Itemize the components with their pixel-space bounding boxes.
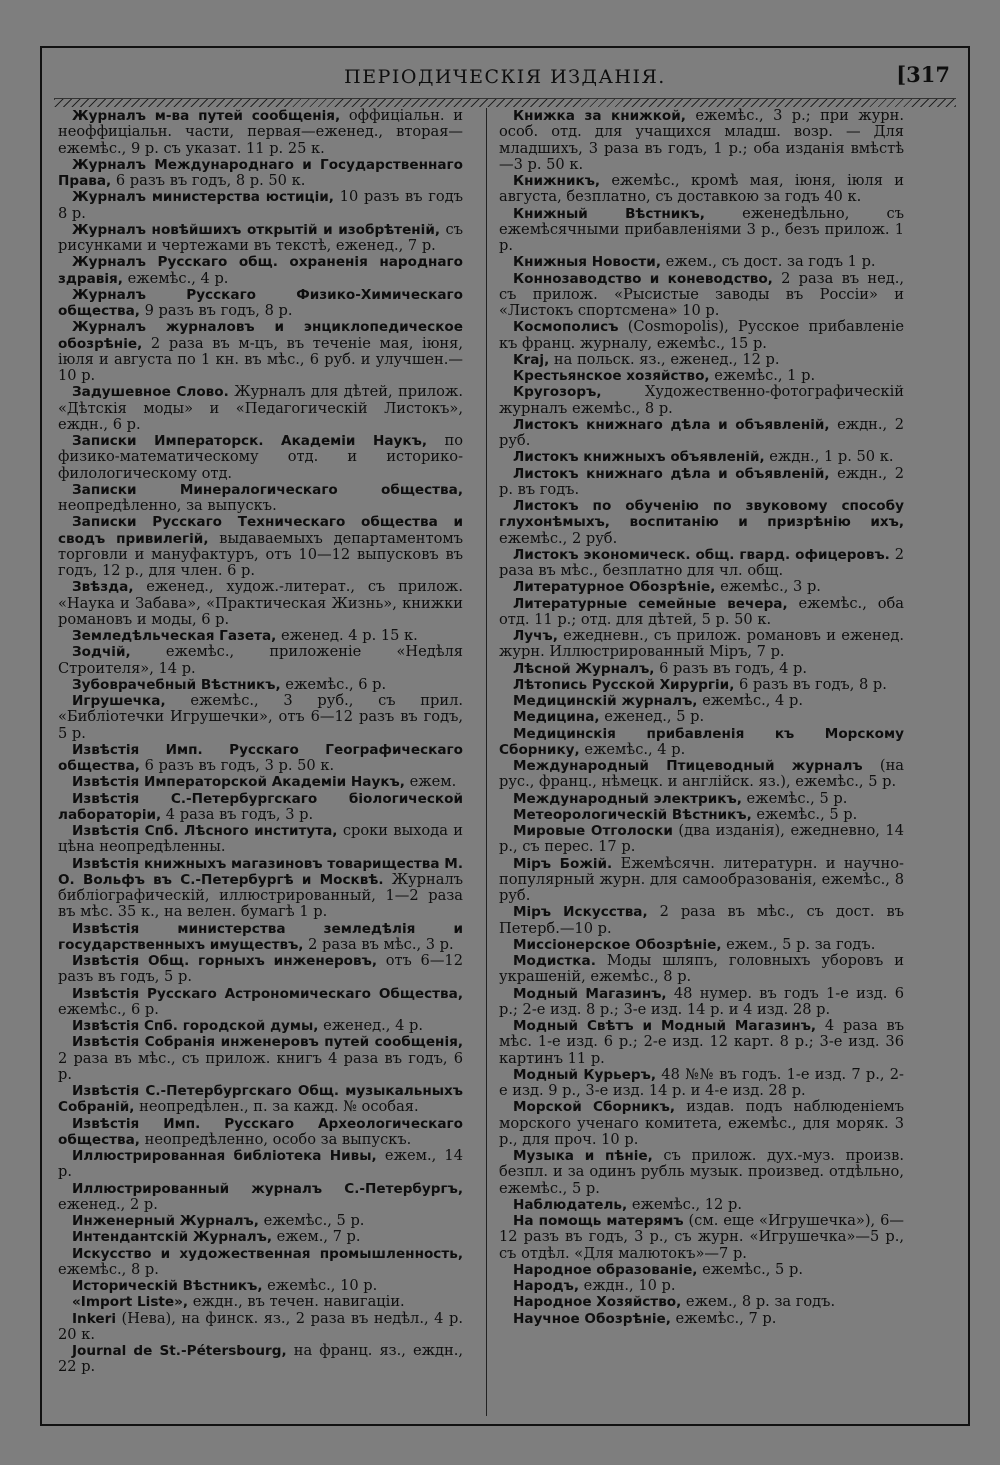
periodical-entry [499,709,904,725]
periodical-details: еженед., 5 р. [599,708,705,726]
periodical-title: Интендантскій Журналъ, [72,1229,273,1246]
periodical-title: Листокъ по обученію по звуковому способу глухонѣмыхъ, воспитанію и призрѣнію ихъ, [499,498,904,531]
periodical-title: Листокъ книжнаго дѣла и объявленій, [513,416,830,433]
periodical-title: Журналъ новѣйшихъ открытій и изобрѣтеній, [72,221,441,238]
periodical-title: Историческій Вѣстникъ, [72,1278,263,1294]
periodical-entry [58,287,463,320]
periodical-title: Иллюстрированная библіотека Нивы, [72,1148,377,1164]
page-number: [317 [896,62,950,87]
periodical-title: Извѣстія Имп. Русскаго Географическаго общества, [58,741,463,774]
periodical-entry [58,157,463,190]
periodical-title: Международный Птицеводный журналъ [513,758,863,774]
periodical-title: Лѣсной Журналъ, [513,660,655,677]
periodical-details: Журналъ для дѣтей, прилож. «Дѣтскія моды» и «Педагогическій Листокъ», еждн., 6 р. [58,383,463,433]
periodical-entry [499,596,904,629]
column-divider [486,108,487,1416]
periodical-details: 2 раза въ мѣс., безплатно для чл. общ. [499,545,904,579]
periodical-title: Извѣстія Собранія инженеровъ путей сообщенія, [72,1034,463,1051]
periodical-details: еженедѣльно, съ ежемѣсячными прибавленіями 3 р., безъ прилож. 1 р. [499,204,905,254]
periodical-title: Международный электрикъ, [513,790,742,807]
periodical-entry [58,628,463,644]
periodical-entry [499,1278,904,1294]
periodical-entry [499,726,904,759]
periodical-details: ежемѣс., 7 р. [670,1309,777,1327]
periodical-title: Народъ, [513,1278,579,1294]
periodical-entry [499,449,904,465]
periodical-title: Иллюстрированный журналъ С.-Петербургъ, [72,1180,463,1197]
periodical-entry [58,1034,463,1083]
periodical-details: еждн., 2 руб. [499,415,904,449]
periodical-details: 10 разъ въ годъ 8 р. [58,188,463,222]
periodical-title: Лѣтопись Русской Хирургіи, [513,676,735,693]
periodical-title: Журналъ м-ва путей сообщенія, [72,108,341,124]
periodical-title: Inkeri [72,1310,116,1327]
periodical-title: Метеорологическій Вѣстникъ, [513,806,752,823]
periodical-details: 4 раза въ мѣс. 1-е изд. 6 р.; 2-е изд. 12 карт. 8 р.; 3-е изд. 36 картинъ 11 р. [499,1017,905,1067]
periodical-details: ежемѣс., 6 р. [280,675,387,693]
periodical-title: Извѣстія Императорской Академіи Наукъ, [72,774,405,791]
periodical-title: Журналъ Русскаго Физико-Химическаго общества, [58,286,463,319]
periodical-details: 6 разъ въ годъ, 8 р. [734,675,887,693]
header-ornament-rule [54,98,956,107]
periodical-details: 2 раза въ м-цъ, въ теченіе мая, іюня, іюля и августа по 1 кн. въ мѣс., 6 руб. и улучшен.—10 р. [58,334,463,384]
periodical-title: Записки Императорск. Академіи Наукъ, [72,433,428,449]
periodical-title: На помощь матерямъ [513,1213,684,1229]
periodical-entry [58,693,463,742]
periodical-title: Книжный Вѣстникъ, [513,205,705,222]
periodical-entry [499,823,904,856]
periodical-details: 2 раза въ нед., съ прилож. «Рысистые заводы въ Россіи» и «Листокъ спортсмена» 10 р. [499,269,904,319]
periodical-details: 6 разъ въ годъ, 4 р. [654,659,807,677]
periodical-title: Музыка и пѣніе, [513,1148,653,1164]
periodical-details: выдаваемыхъ департаментомъ торговли и мануфактуръ, отъ 10—12 выпусковъ въ годъ, 12 р., для член. 6 р. [58,529,463,579]
periodical-title: Извѣстія Общ. горныхъ инженеровъ, [72,953,377,969]
periodical-title: Листокъ книжныхъ объявленій, [513,449,765,466]
periodical-entry [499,693,904,709]
periodical-title: Звѣзда, [72,579,134,596]
periodical-title: Журналъ Международнаго и Государственнаго Права, [58,156,463,189]
periodical-entry [499,1311,904,1327]
periodical-title: Литературные семейные вечера, [513,595,788,612]
periodical-title: Журналъ министерства юстиціи, [72,189,334,206]
periodical-entry [499,352,904,368]
periodical-entry [58,514,463,579]
left-column [58,108,463,1376]
periodical-title: Записки Русскаго Техническаго общества и сводъ привилегій, [58,514,463,547]
periodical-details: отъ 6—12 разъ въ годъ, 5 р. [58,952,463,986]
periodical-details: 4 раза въ годъ, 3 р. [161,805,314,823]
periodical-details: (на рус., франц., нѣмецк. и англійск. яз.), ежемѣс., 5 р. [499,757,905,791]
periodical-entry [58,856,463,921]
periodical-entry [499,677,904,693]
periodical-details: 48 нумер. въ годъ 1-е изд. 6 р.; 2-е изд. 8 р.; 3-е изд. 14 р. и 4 изд. 28 р. [499,984,904,1018]
periodical-title: Медицина, [513,709,600,726]
periodical-entry [499,1067,904,1100]
periodical-details: 2 раза въ мѣс., съ дост. въ Петерб.—10 р. [499,903,904,937]
periodical-details: ежем. [404,773,457,791]
periodical-title: Записки Минералогическаго общества, [72,481,463,498]
periodical-entry [499,791,904,807]
periodical-details: 9 разъ въ годъ, 8 р. [139,302,293,319]
periodical-entry [58,953,463,986]
periodical-entry [58,644,463,677]
periodical-title: Медицинскія прибавленія къ Морскому Сборнику, [499,725,904,758]
periodical-details: неопредѣленно, за выпускъ. [58,497,277,514]
periodical-details: 2 раза въ мѣс., 3 р. [303,935,454,953]
periodical-details: ежемѣс., 5 р. [697,1260,803,1278]
periodical-title: Научное Обозрѣніе, [513,1310,671,1327]
periodical-title: Коннозаводство и коневодство, [513,270,773,287]
periodical-entry [499,807,904,823]
periodical-entry [58,791,463,824]
periodical-entry [499,498,904,547]
periodical-entry [58,319,463,384]
periodical-entry [499,173,904,206]
periodical-details: еженед., 2 р. [58,1195,158,1213]
periodical-entry [499,254,904,270]
periodical-details: (см. еще «Игрушечка»), 6—12 разъ въ годъ, 3 р., съ журн. «Игрушечка»—5 р., съ отдѣл. «Для малютокъ»—7 р. [499,1212,904,1262]
periodical-entry [58,579,463,628]
periodical-title: Міръ Божій. [513,855,613,872]
periodical-title: Извѣстія Спб. городской думы, [72,1018,319,1034]
periodical-entry [58,433,463,482]
periodical-entry [499,271,904,320]
periodical-title: Наблюдатель, [513,1196,628,1213]
periodical-entry [58,1229,463,1245]
periodical-details: ежемѣс., 3 р.; при журн. особ. отд. для учащихся младш. возр. — Для младшихъ, 3 раза въ годъ, 1 р.; оба изданія вмѣстѣ—3 р. 50 к. [499,107,904,173]
periodical-title: Миссіонерское Обозрѣніе, [513,936,722,953]
periodical-entry [58,1116,463,1149]
periodical-title: Мировые Отголоски [513,823,673,839]
periodical-title: Космополисъ [513,319,619,336]
periodical-title: Народное Хозяйство, [513,1294,682,1311]
periodical-details: Журналъ библіографическій, иллюстрированный, 1—2 раза въ мѣс. 35 к., на велен. бумагѣ 1 р. [58,870,464,921]
periodical-details: еждн., 1 р. 50 к. [764,448,894,466]
periodical-entry [499,579,904,595]
periodical-entry [499,384,904,417]
periodical-entry [58,254,463,287]
periodical-title: Извѣстія С.-Петербургскаго Общ. музыкальныхъ Собраній, [58,1083,463,1116]
periodical-title: Міръ Искусства, [513,904,648,921]
periodical-entry [58,482,463,515]
periodical-entry [58,1294,463,1310]
periodical-entry [499,466,904,499]
periodical-entry [499,986,904,1019]
periodical-title: Лучъ, [513,628,558,644]
periodical-entry [58,986,463,1019]
periodical-details: ежемѣс., 8 р. [58,1260,159,1278]
periodical-details: 6 разъ въ годъ, 3 р. 50 к. [139,757,335,774]
periodical-entry [499,1148,904,1197]
periodical-entry [58,823,463,856]
periodical-entry [58,1278,463,1294]
periodical-details: 2 раза въ мѣс., съ прилож. книгъ 4 раза въ годъ, 6 р. [58,1049,463,1083]
periodical-title: Модистка. [513,953,596,969]
periodical-details: ежемѣс., кромѣ мая, іюня, іюля и августа, безплатно, съ доставкою за годъ 40 к. [499,172,904,206]
periodical-entry [499,1197,904,1213]
periodical-title: Journal de St.-Pétersbourg, [72,1343,287,1359]
periodical-details: оффиціальн. и неоффиціальн. части, первая—еженед., вторая—ежемѣс., 9 р. съ указат. 11 р. 25 к. [58,107,463,157]
periodical-details: ежем., 7 р. [272,1228,361,1246]
periodical-details: ежемѣс., 6 р. [58,1000,159,1018]
periodical-title: Крестьянское хозяйство, [513,368,710,384]
periodical-entry [499,758,904,791]
page-header [42,48,968,100]
periodical-details: еждн., 2 р. въ годъ. [499,464,904,498]
page-frame [40,46,970,1426]
periodical-details: ежемѣс., 12 р. [627,1195,742,1213]
periodical-title: Извѣстія книжныхъ магазиновъ товарищества М. О. Вольфъ въ С.-Петербургѣ и Москвѣ. [58,855,463,888]
periodical-entry [499,953,904,986]
periodical-title: Зодчій, [72,644,131,661]
periodical-title: «Import Liste», [72,1294,189,1311]
periodical-entry [58,1213,463,1229]
periodical-entry [58,1018,463,1034]
periodical-title: Извѣстія Русскаго Астрономическаго Общества, [72,985,463,1002]
periodical-details: еженед. 4 р. 15 к. [276,627,418,644]
periodical-entry [58,222,463,255]
periodical-details: ежемѣс., 3 руб., съ прил. «Библіотечки Игрушечки», отъ 6—12 разъ въ годъ, 5 р. [58,692,463,742]
periodical-entry [499,937,904,953]
periodical-details: неопредѣлен., п. за кажд. № особая. [134,1098,419,1116]
periodical-entry [58,189,463,222]
periodical-entry [499,206,904,255]
periodical-title: Литературное Обозрѣніе, [513,579,716,596]
periodical-entry [499,1262,904,1278]
periodical-details: ежемѣс., оба отд. 11 р.; отд. для дѣтей, 5 р. 50 к. [499,594,904,628]
periodical-details: на польск. яз., еженед., 12 р. [549,350,780,368]
periodical-title: Морской Сборникъ, [513,1099,676,1116]
periodical-entry [499,1213,904,1262]
periodical-details: Ежемѣсячн. литературн. и научно-популярный журн. для самообразованія, ежемѣс., 8 руб. [499,854,904,904]
periodical-entry [58,108,463,157]
periodical-entry [499,319,904,352]
periodical-title: Kraj, [513,351,550,368]
periodical-entry [58,921,463,954]
periodical-title: Народное образованіе, [513,1261,698,1278]
periodical-title: Модный Курьеръ, [513,1066,657,1083]
periodical-details: ежемѣс., 1 р. [709,367,816,384]
periodical-entry [499,108,904,173]
periodical-entry [499,368,904,384]
periodical-details: (два изданія), ежедневно, 14 р., съ перес. 17 р. [499,822,904,856]
periodical-entry [58,677,463,693]
periodical-details: 48 №№ въ годъ. 1-е изд. 7 р., 2-е изд. 9 р., 3-е изд. 14 р. и 4-е изд. 28 р. [499,1065,904,1099]
periodical-details: (Нева), на финск. яз., 2 раза въ недѣл., 4 р. 20 к. [58,1309,463,1343]
periodical-details: (Cosmopolis), Русское прибавленіе къ франц. журналу, ежемѣс., 15 р. [499,318,904,352]
periodical-details: ежемѣс., 5 р. [751,805,858,823]
periodical-details: ежемѣс., 10 р. [262,1277,378,1294]
periodical-details: еждн., въ течен. навигаціи. [188,1293,405,1311]
periodical-title: Кругозоръ, [513,384,602,401]
periodical-details: ежемѣс., 5 р. [741,789,848,807]
periodical-entry [499,417,904,450]
periodical-entry [499,1099,904,1148]
periodical-title: Листокъ экономическ. общ. гвард. офицеровъ. [513,546,890,563]
periodical-details: издав. подъ наблюденіемъ морского ученаго комитета, ежемѣс., для моряк. 3 р., для проч. 10 р. [499,1098,904,1148]
periodical-details: Художественно-фотографическій журналъ ежемѣс., 8 р. [499,383,904,417]
periodical-title: Книжка за книжкой, [513,108,686,124]
periodical-entry [499,904,904,937]
periodical-title: Задушевное Слово. [72,384,229,401]
periodical-entry [58,1148,463,1181]
periodical-entry [58,1343,463,1376]
periodical-details: еженед., 4 р. [318,1017,423,1034]
periodical-details: ежедневн., съ прилож. романовъ и еженед. журн. Иллюстрированный Міръ, 7 р. [499,627,904,661]
periodical-entry [499,856,904,905]
periodical-entry [58,1083,463,1116]
periodical-title: Земледѣльческая Газета, [72,628,277,644]
periodical-details: ежемѣс., 4 р. [579,740,686,758]
periodical-details: ежемѣс., 5 р. [258,1212,365,1229]
periodical-title: Книжныя Новости, [513,254,661,271]
periodical-entry [58,384,463,433]
periodical-entry [58,774,463,790]
periodical-details: 6 разъ въ годъ, 8 р. 50 к. [111,172,306,189]
periodical-title: Извѣстія министерства земледѣлія и государственныхъ имуществъ, [58,920,463,953]
periodical-title: Искусство и художественная промышленность, [72,1245,463,1262]
periodical-details: ежемѣс., 3 р. [715,578,821,596]
periodical-entry [58,742,463,775]
periodical-title: Листокъ книжнаго дѣла и объявленій, [513,465,830,482]
running-title: ПЕРІОДИЧЕСКІЯ ИЗДАНІЯ. [344,66,666,88]
periodical-details: на франц. яз., еждн., 22 р. [58,1342,464,1376]
periodical-details: неопредѣленно, особо за выпускъ. [139,1130,412,1148]
periodical-details: Моды шляпъ, головныхъ уборовъ и украшеній, ежемѣс., 8 р. [499,952,904,986]
periodical-entry [499,1294,904,1310]
periodical-entry [499,628,904,661]
periodical-details: ежем., съ дост. за годъ 1 р. [661,253,876,271]
periodical-entry [499,1018,904,1067]
periodical-details: ежем., 8 р. за годъ. [681,1293,836,1311]
periodical-title: Извѣстія С.-Петербургскаго біологической лабораторіи, [58,790,463,823]
periodical-details: сроки выхода и цѣна неопредѣленны. [58,822,463,856]
periodical-details: ежемѣс., 4 р. [697,692,803,709]
periodical-details: ежемѣс., 4 р. [122,269,229,287]
periodical-details: съ рисунками и чертежами въ текстѣ, еженед., 7 р. [58,220,463,254]
periodical-title: Модный Магазинъ, [513,985,667,1002]
right-column [499,108,904,1327]
periodical-entry [499,661,904,677]
periodical-title: Игрушечка, [72,693,166,709]
periodical-title: Инженерный Журналъ, [72,1213,259,1229]
periodical-details: еженед., худож.-литерат., съ прилож. «Наука и Забава», «Практическая Жизнь», книжки романовъ и моды, 6 р. [58,578,463,628]
periodical-entry [58,1311,463,1344]
periodical-entry [58,1246,463,1279]
periodical-entry [58,1181,463,1214]
periodical-details: еждн., 10 р. [578,1277,676,1294]
periodical-entry [499,547,904,580]
periodical-title: Журналъ журналовъ и энциклопедическое обозрѣніе, [58,319,463,352]
periodical-details: ежем., 14 р. [58,1147,463,1181]
periodical-details: ежем., 5 р. за годъ. [721,935,876,953]
periodical-title: Извѣстія Имп. Русскаго Археологическаго общества, [58,1115,463,1148]
periodical-title: Извѣстія Спб. Лѣсного института, [72,823,338,839]
periodical-details: съ прилож. дух.-муз. произв. безпл. и за одинъ рубль музык. произвед. отдѣльно, ежемѣс., 5 р. [499,1147,904,1197]
periodical-details: ежемѣс., приложеніе «Недѣля Строителя», 14 р. [58,643,463,677]
periodical-title: Книжникъ, [513,173,601,189]
periodical-title: Медицинскій журналъ, [513,693,698,709]
periodical-details: ежемѣс., 2 руб. [499,529,618,547]
periodical-title: Модный Свѣтъ и Модный Магазинъ, [513,1018,817,1034]
periodical-details: по физико-математическому отд. и историко-филологическому отд. [58,432,463,482]
periodical-title: Зубоврачебный Вѣстникъ, [72,676,281,693]
periodical-title: Журналъ Русскаго общ. охраненія народнаго здравія, [58,254,463,287]
